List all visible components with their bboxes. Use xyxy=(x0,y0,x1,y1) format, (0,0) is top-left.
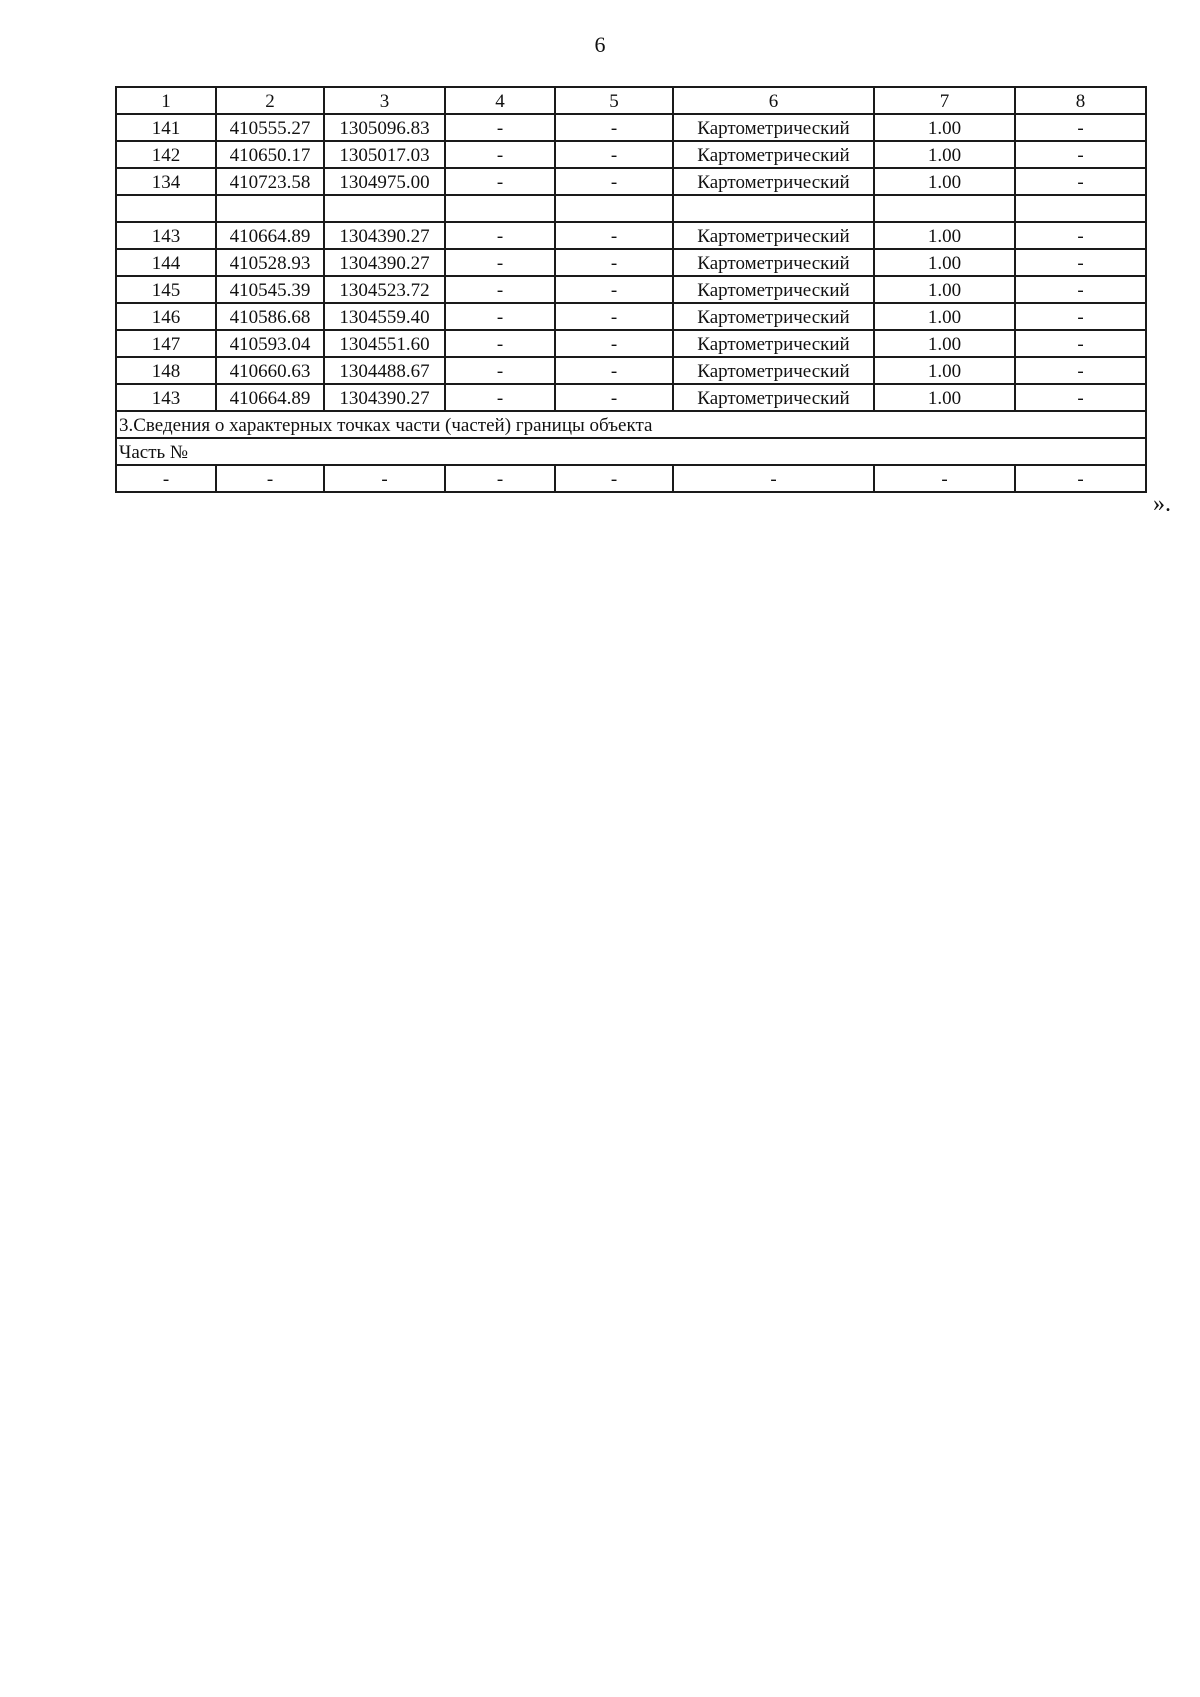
boundary-points-table xyxy=(115,86,1147,493)
header-cell: 6 xyxy=(673,87,874,114)
table-cell: Картометрический xyxy=(673,141,874,168)
table-cell: 1304488.67 xyxy=(324,357,445,384)
header-cell: 2 xyxy=(216,87,324,114)
part-cell: - xyxy=(116,465,216,492)
table-cell: 145 xyxy=(116,276,216,303)
table-cell: 1.00 xyxy=(874,384,1015,411)
table-cell: 134 xyxy=(116,168,216,195)
header-cell: 1 xyxy=(116,87,216,114)
table-cell: Картометрический xyxy=(673,249,874,276)
table-cell: - xyxy=(555,249,673,276)
table-cell: Картометрический xyxy=(673,114,874,141)
part-label: Часть № xyxy=(116,438,1146,465)
table-cell: 1304551.60 xyxy=(324,330,445,357)
part-cell: - xyxy=(874,465,1015,492)
table-cell: - xyxy=(1015,303,1146,330)
table-cell: - xyxy=(1015,141,1146,168)
table-cell: 1304390.27 xyxy=(324,384,445,411)
table-row xyxy=(116,249,1146,276)
header-row xyxy=(116,87,1146,114)
table-cell: Картометрический xyxy=(673,276,874,303)
table-body xyxy=(116,87,1146,492)
table-cell: - xyxy=(445,222,555,249)
page-number: 6 xyxy=(594,32,606,57)
table-cell: 1.00 xyxy=(874,141,1015,168)
table-cell: 1304559.40 xyxy=(324,303,445,330)
table-cell: 410664.89 xyxy=(216,222,324,249)
table-cell: Картометрический xyxy=(673,357,874,384)
table-cell: - xyxy=(555,141,673,168)
section3-title-row xyxy=(116,411,1146,438)
table-cell: 1305017.03 xyxy=(324,141,445,168)
table-cell: - xyxy=(1015,384,1146,411)
table-cell: 142 xyxy=(116,141,216,168)
table-row xyxy=(116,357,1146,384)
blank-cell xyxy=(116,195,216,222)
blank-cell xyxy=(216,195,324,222)
part-label-row xyxy=(116,438,1146,465)
table-cell: - xyxy=(445,357,555,384)
table-cell: - xyxy=(1015,330,1146,357)
table-cell: 146 xyxy=(116,303,216,330)
table-cell: - xyxy=(445,303,555,330)
table-cell: - xyxy=(1015,276,1146,303)
part-cell: - xyxy=(673,465,874,492)
table-row xyxy=(116,168,1146,195)
table-cell: 143 xyxy=(116,222,216,249)
table-cell: - xyxy=(445,384,555,411)
table-row xyxy=(116,276,1146,303)
table-cell: - xyxy=(555,384,673,411)
table-cell: 410723.58 xyxy=(216,168,324,195)
part-cell: - xyxy=(324,465,445,492)
blank-cell xyxy=(673,195,874,222)
table-cell: 1.00 xyxy=(874,222,1015,249)
table-cell: 1.00 xyxy=(874,303,1015,330)
table-cell: 147 xyxy=(116,330,216,357)
table-cell: Картометрический xyxy=(673,222,874,249)
table-cell: - xyxy=(445,114,555,141)
table-cell: 1.00 xyxy=(874,249,1015,276)
blank-cell xyxy=(874,195,1015,222)
table-row xyxy=(116,303,1146,330)
table-row xyxy=(116,114,1146,141)
table-cell: - xyxy=(445,276,555,303)
table-cell: 1305096.83 xyxy=(324,114,445,141)
table-cell: 1.00 xyxy=(874,114,1015,141)
header-cell: 7 xyxy=(874,87,1015,114)
table-cell: - xyxy=(555,276,673,303)
table-cell: - xyxy=(1015,168,1146,195)
blank-cell xyxy=(324,195,445,222)
table-cell: - xyxy=(555,114,673,141)
table-cell: 410650.17 xyxy=(216,141,324,168)
table-cell: 143 xyxy=(116,384,216,411)
table-cell: - xyxy=(1015,357,1146,384)
header-cell: 4 xyxy=(445,87,555,114)
section3-title: 3.Сведения о характерных точках части (частей) границы объекта xyxy=(116,411,1146,438)
blank-cell xyxy=(555,195,673,222)
table-cell: 410593.04 xyxy=(216,330,324,357)
table-cell: - xyxy=(1015,249,1146,276)
table-cell: 410660.63 xyxy=(216,357,324,384)
part-row xyxy=(116,465,1146,492)
table-cell: 1.00 xyxy=(874,168,1015,195)
table-cell: 410555.27 xyxy=(216,114,324,141)
header-cell: 5 xyxy=(555,87,673,114)
table-cell: Картометрический xyxy=(673,303,874,330)
table-cell: 1304390.27 xyxy=(324,249,445,276)
table-row xyxy=(116,222,1146,249)
table-cell: 1304390.27 xyxy=(324,222,445,249)
table-cell: 410664.89 xyxy=(216,384,324,411)
part-cell: - xyxy=(216,465,324,492)
table-cell: - xyxy=(445,141,555,168)
table-cell: 144 xyxy=(116,249,216,276)
table-cell: - xyxy=(555,168,673,195)
blank-cell xyxy=(1015,195,1146,222)
table-cell: 1304975.00 xyxy=(324,168,445,195)
table-cell: - xyxy=(555,303,673,330)
table-cell: Картометрический xyxy=(673,330,874,357)
table-cell: 148 xyxy=(116,357,216,384)
part-cell: - xyxy=(1015,465,1146,492)
table-cell: 410545.39 xyxy=(216,276,324,303)
table-cell: 410586.68 xyxy=(216,303,324,330)
table-cell: 1.00 xyxy=(874,330,1015,357)
table-cell: Картометрический xyxy=(673,168,874,195)
table-row xyxy=(116,141,1146,168)
table-cell: - xyxy=(445,168,555,195)
part-cell: - xyxy=(555,465,673,492)
table-cell: - xyxy=(555,330,673,357)
table-cell: 1.00 xyxy=(874,276,1015,303)
table-cell: - xyxy=(1015,222,1146,249)
closing-quote-mark: ». xyxy=(1153,491,1171,517)
table-cell: 1304523.72 xyxy=(324,276,445,303)
table-cell: 141 xyxy=(116,114,216,141)
blank-cell xyxy=(445,195,555,222)
table-cell: - xyxy=(445,330,555,357)
table-cell: Картометрический xyxy=(673,384,874,411)
table-cell: - xyxy=(445,249,555,276)
table-row xyxy=(116,384,1146,411)
part-cell: - xyxy=(445,465,555,492)
table-row xyxy=(116,330,1146,357)
blank-separator-row xyxy=(116,195,1146,222)
header-cell: 3 xyxy=(324,87,445,114)
table-cell: - xyxy=(1015,114,1146,141)
header-cell: 8 xyxy=(1015,87,1146,114)
table-cell: - xyxy=(555,222,673,249)
table-cell: 1.00 xyxy=(874,357,1015,384)
table-cell: 410528.93 xyxy=(216,249,324,276)
table-cell: - xyxy=(555,357,673,384)
